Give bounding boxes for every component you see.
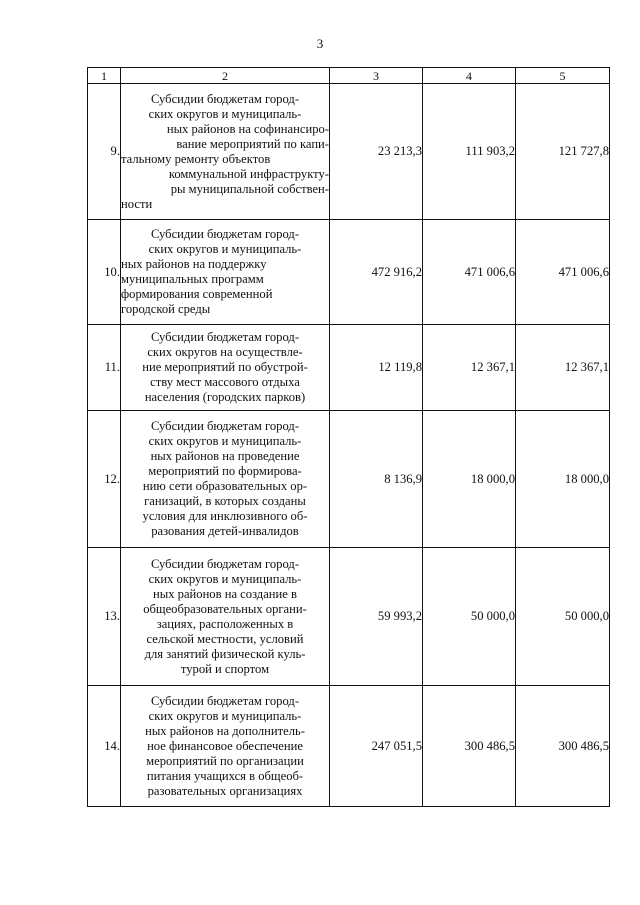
row-number: 12. [88, 411, 121, 548]
description-line: формирования современной [121, 287, 273, 301]
amount-col-4: 18 000,0 [423, 411, 516, 548]
table-row [88, 411, 610, 548]
amount-col-4: 50 000,0 [423, 548, 516, 686]
description-line: ству мест массового отдыха [150, 375, 300, 389]
table-row [88, 686, 610, 807]
description-line: ских округов и муниципаль- [148, 571, 302, 586]
description-line: ских округов на осуществле- [147, 345, 303, 359]
description-line: питания учащихся в общеоб- [146, 768, 304, 783]
table-row [88, 220, 610, 325]
description-line: сельской местности, условий [146, 631, 304, 646]
amount-col-5: 18 000,0 [516, 411, 610, 548]
description-line: ры муниципальной собствен- [170, 181, 329, 196]
description-line: ных районов на проведение [150, 449, 300, 463]
subsidy-description [121, 411, 330, 548]
table-row [88, 325, 610, 411]
subsidies-table [87, 67, 610, 807]
row-number: 11. [88, 325, 121, 411]
subsidy-description [121, 325, 330, 411]
description-line: Субсидии бюджетам город- [150, 91, 300, 106]
subsidy-description [121, 220, 330, 325]
amount-col-5: 300 486,5 [516, 686, 610, 807]
column-header: 4 [423, 68, 516, 84]
description-line: турой и спортом [180, 661, 270, 676]
amount-col-3: 8 136,9 [330, 411, 423, 548]
amount-col-3: 59 993,2 [330, 548, 423, 686]
description-line: разовательных организациях [147, 783, 303, 798]
column-header: 1 [88, 68, 121, 84]
description-line: ных районов на создание в [153, 586, 297, 601]
description-line: тальному ремонту объектов [121, 151, 271, 166]
description-line: ных районов на софинансиро- [166, 121, 329, 136]
table-row [88, 548, 610, 686]
amount-col-3: 472 916,2 [330, 220, 423, 325]
description-line: Субсидии бюджетам город- [150, 227, 300, 241]
description-line: ности [121, 196, 153, 211]
description-line: мероприятий по формирова- [148, 464, 302, 478]
amount-col-5: 12 367,1 [516, 325, 610, 411]
subsidy-description [121, 686, 330, 807]
amount-col-5: 50 000,0 [516, 548, 610, 686]
description-line: для занятий физической куль- [144, 646, 306, 661]
column-header: 2 [121, 68, 330, 84]
description-line: Субсидии бюджетам город- [150, 556, 300, 571]
description-line: ное финансовое обеспечение [147, 738, 303, 753]
description-line: Субсидии бюджетам город- [150, 419, 300, 433]
description-line: зациях, расположенных в [156, 616, 294, 631]
description-line: ских округов и муниципаль- [148, 106, 302, 121]
column-header: 3 [330, 68, 423, 84]
row-number: 13. [88, 548, 121, 686]
row-number: 10. [88, 220, 121, 325]
description-line: ских округов и муниципаль- [148, 434, 302, 448]
subsidy-description [121, 548, 330, 686]
page-number: 3 [316, 36, 324, 51]
subsidy-description [121, 84, 330, 220]
amount-col-4: 111 903,2 [423, 84, 516, 220]
description-line: коммунальной инфраструкту- [168, 166, 329, 181]
table-header-row [88, 68, 610, 84]
row-number: 14. [88, 686, 121, 807]
amount-col-4: 12 367,1 [423, 325, 516, 411]
amount-col-3: 12 119,8 [330, 325, 423, 411]
row-number: 9. [88, 84, 121, 220]
description-line: разования детей-инвалидов [151, 524, 299, 538]
description-line: муниципальных программ [121, 272, 264, 286]
description-line: ганизаций, в которых созданы [144, 494, 306, 508]
description-line: Субсидии бюджетам город- [150, 330, 300, 344]
description-line: ных районов на поддержку [121, 257, 267, 271]
column-header: 5 [516, 68, 610, 84]
description-line: населения (городских парков) [144, 390, 306, 404]
amount-col-5: 121 727,8 [516, 84, 610, 220]
amount-col-5: 471 006,6 [516, 220, 610, 325]
table-row [88, 84, 610, 220]
description-line: общеобразовательных органи- [143, 601, 307, 616]
description-line: вание мероприятий по капи- [176, 136, 329, 151]
description-line: нию сети образовательных ор- [142, 479, 308, 493]
description-line: ние мероприятий по обустрой- [142, 360, 308, 374]
description-line: ских округов и муниципаль- [148, 242, 302, 256]
description-line: Субсидии бюджетам город- [150, 693, 300, 708]
description-line: условия для инклюзивного об- [142, 509, 308, 523]
description-line: ных районов на дополнитель- [145, 723, 305, 738]
description-line: ских округов и муниципаль- [148, 708, 302, 723]
description-line: городской среды [121, 302, 211, 316]
amount-col-4: 300 486,5 [423, 686, 516, 807]
amount-col-3: 23 213,3 [330, 84, 423, 220]
description-line: мероприятий по организации [146, 753, 304, 768]
amount-col-4: 471 006,6 [423, 220, 516, 325]
amount-col-3: 247 051,5 [330, 686, 423, 807]
